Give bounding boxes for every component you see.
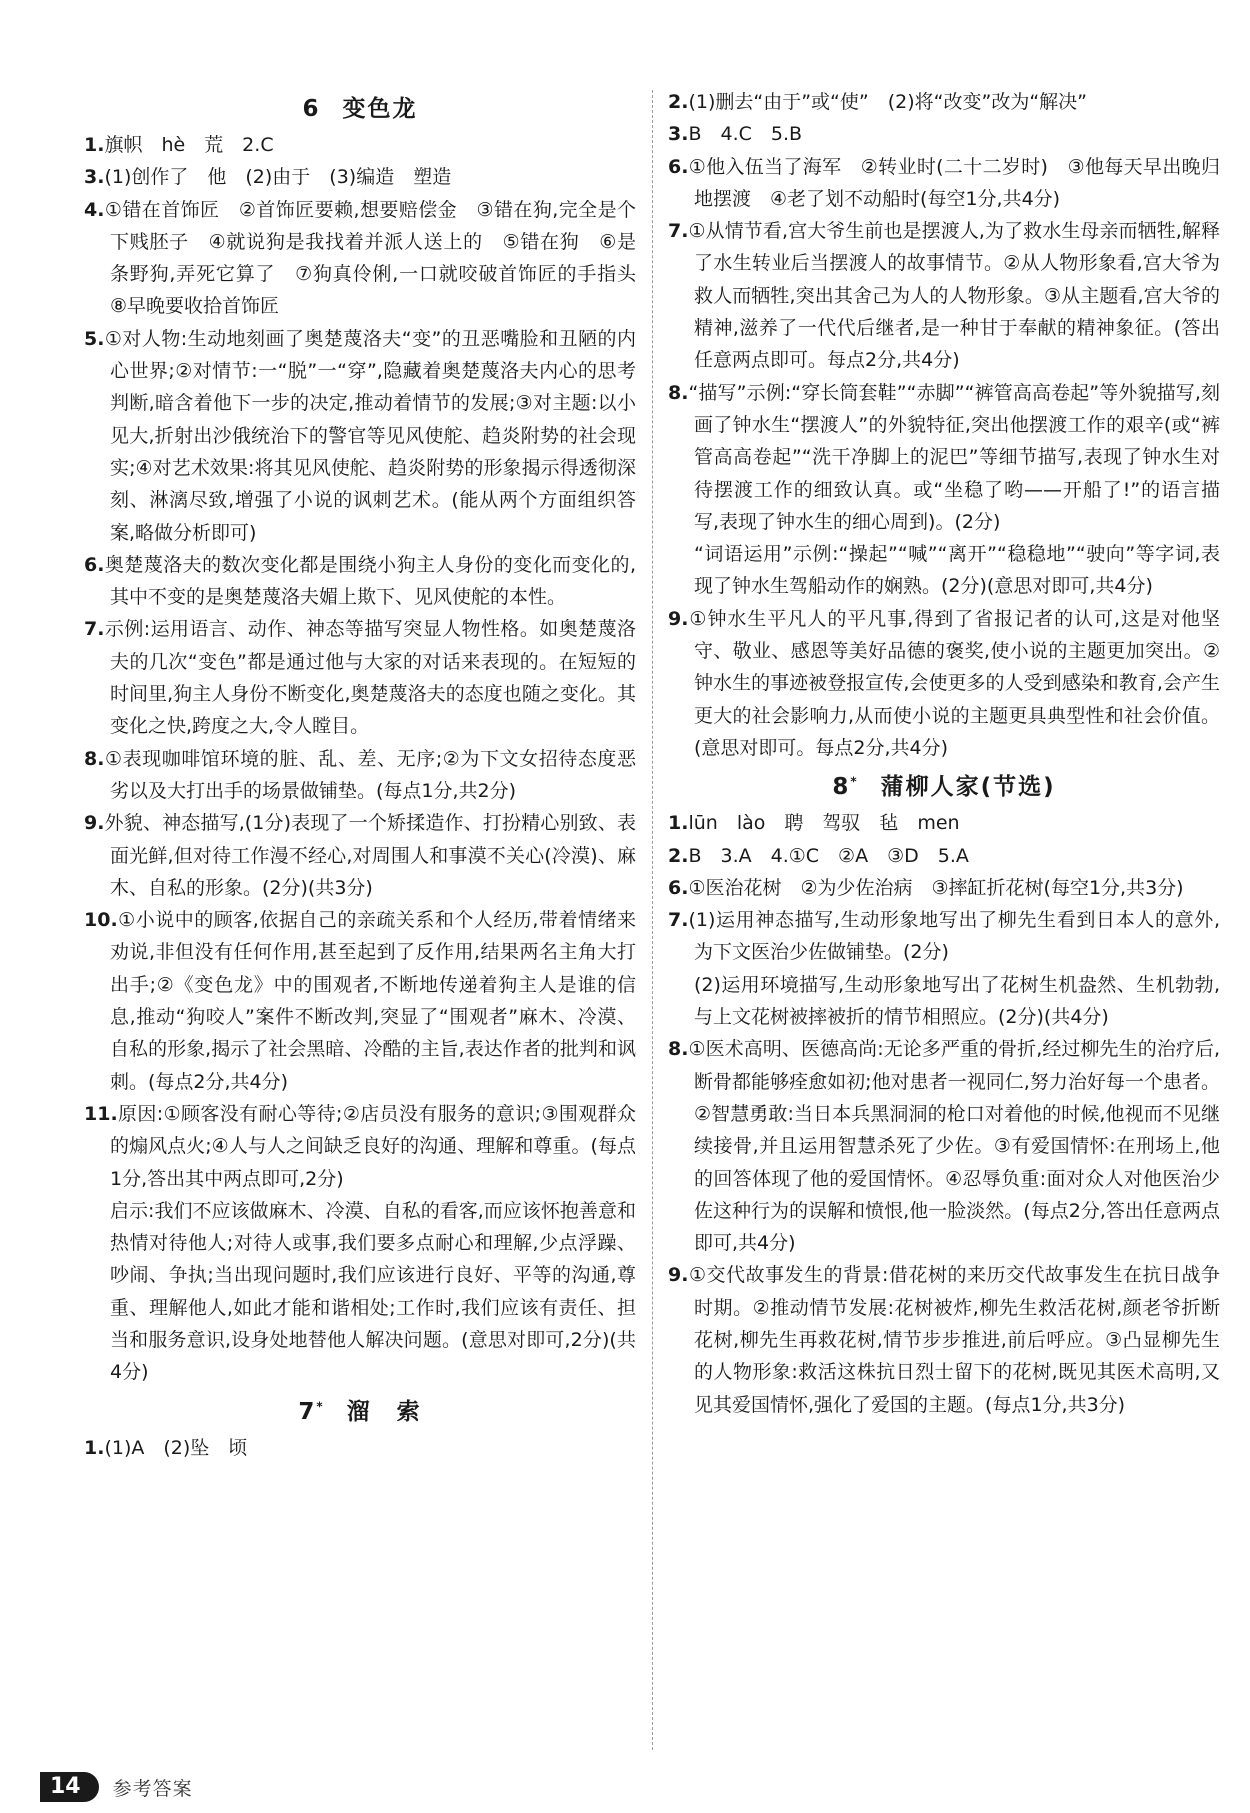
answer-item: 7.示例:运用语言、动作、神态等描写突显人物性格。如奥楚蔑洛夫的几次“变色”都是通过他与大家的对话来表现的。在短短的时间里,狗主人身份不断变化,奥楚蔑洛夫的态度也随之变化。其变化之快,跨度之大,令人瞠目。 (84, 618, 636, 738)
column-divider (652, 90, 653, 1750)
section-name: 变色龙 (342, 96, 418, 122)
section-name: 蒲柳人家(节选) (880, 774, 1056, 801)
right-column (668, 86, 1220, 1421)
answer-item: 1.旗帜 hè 荒 2.C (84, 134, 274, 156)
answer-continuation: 启示:我们不应该做麻木、冷漠、自私的看客,而应该怀抱善意和热情对待他人;对待人或事,我们要多点耐心和理解,少点浮躁、吵闹、争执;当出现问题时,我们应该进行良好、平等的沟通,尊重、理解他人,如此才能和谐相处;工作时,我们应该有责任、担当和服务意识,设身处地替他人解决问题。(意思对即可,2分)(共4分) (110, 1199, 636, 1384)
answer-item: 5.①对人物:生动地刻画了奥楚蔑洛夫“变”的丑恶嘴脸和丑陋的内心世界;②对情节:一“脱”一“穿”,隐藏着奥楚蔑洛夫内心的思考判断,暗含着他下一步的决定,推动着情节的发展;③对主题:以小见大,折射出沙俄统治下的警官等见风使舵、趋炎附势的社会现实;④对艺术效果:将其见风使舵、趋炎附势的形象揭示得透彻深刻、淋漓尽致,增强了小说的讽刺艺术。(能从两个方面组织答案,略做分析即可) (84, 327, 636, 544)
answer-item: 2.B 3.A 4.①C ②A ③D 5.A (668, 844, 969, 867)
answer-continuation: (2)运用环境描写,生动形象地写出了花树生机盎然、生机勃勃,与上文花树被摔被折的情节相照应。(2分)(共4分) (694, 973, 1220, 1029)
answer-continuation: “词语运用”示例:“操起”“喊”“离开”“稳稳地”“驶向”等字词,表现了钟水生驾船动作的娴熟。(2分)(意思对即可,共4分) (694, 543, 1220, 598)
answer-item: 3.(1)创作了 他 (2)由于 (3)编造 塑造 (84, 166, 452, 189)
answer-item: 11.原因:①顾客没有耐心等待;②店员没有服务的意识;③围观群众的煽风点火;④人与人之间缺乏良好的沟通、理解和尊重。(每点1分,答出其中两点即可,2分) (84, 1102, 636, 1190)
answer-item: 1.(1)A (2)坠 顷 (84, 1436, 248, 1459)
answer-item: 8.“描写”示例:“穿长筒套鞋”“赤脚”“裤管高高卷起”等外貌描写,刻画了钟水生“摆渡人”的外貌特征,突出他摆渡工作的艰辛(或“裤管高高卷起”“洗干净脚上的泥巴”等细节描写,表现了钟水生对待摆渡工作的细致认真。或“坐稳了哟——开船了!”的语言描写,表现了钟水生的细心周到)。(2分) (668, 381, 1220, 533)
answer-item: 6.①他入伍当了海军 ②转业时(二十二岁时) ③他每天早出晚归地摆渡 ④老了划不动船时(每空1分,共4分) (668, 155, 1220, 210)
answer-item: 3.B 4.C 5.B (668, 123, 803, 146)
left-column (84, 86, 656, 1464)
section-number: 8* (832, 774, 859, 801)
answer-item: 1.lūn lào 聘 驾驭 毡 men (668, 812, 960, 835)
answer-item: 8.①医术高明、医德高尚:无论多严重的骨折,经过柳先生的治疗后,断骨都能够痊愈如初;他对患者一视同仁,努力治好每一个患者。②智慧勇敢:当日本兵黑洞洞的枪口对着他的时候,他视而不见继续接骨,并且运用智慧杀死了少佐。③有爱国情怀:在刑场上,他的回答体现了他的爱国情怀。④忍辱负重:面对众人对他医治少佐这种行为的误解和愤恨,他一脸淡然。(每点2分,答出任意两点即可,共4分) (668, 1038, 1220, 1255)
section-number: 7* (298, 1398, 325, 1425)
page-footer (40, 1767, 193, 1807)
page-number-badge: 14 (40, 1772, 99, 1802)
answer-item: 9.①交代故事发生的背景:借花树的来历交代故事发生在抗日战争时期。②推动情节发展:花树被炸,柳先生救活花树,颜老爷折断花树,柳先生再救花树,情节步步推进,前后呼应。③凸显柳先生的人物形象:救活这株抗日烈士留下的花树,既见其医术高明,又见其爱国情怀,强化了爱国的主题。(每点1分,共3分) (668, 1264, 1220, 1416)
answer-item: 7.①从情节看,宫大爷生前也是摆渡人,为了救水生母亲而牺牲,解释了水生转业后当摆渡人的故事情节。②从人物形象看,宫大爷为救人而牺牲,突出其舍己为人的人物形象。③从主题看,宫大爷的精神,滋养了一代代后继者,是一种甘于奉献的精神象征。(答出任意两点即可。每点2分,共4分) (668, 220, 1220, 372)
answer-item: 10.①小说中的顾客,依据自己的亲疏关系和个人经历,带着情绪来劝说,非但没有任何作用,甚至起到了反作用,结果两名主角大打出手;②《变色龙》中的围观者,不断地传递着狗主人是谁的信息,推动“狗咬人”案件不断改判,突显了“围观者”麻木、冷漠、自私的形象,揭示了社会黑暗、冷酷的主旨,表达作者的批判和讽刺。(每点2分,共4分) (84, 909, 636, 1093)
answer-item: 8.①表现咖啡馆环境的脏、乱、差、无序;②为下文女招待态度恶劣以及大打出手的场景做铺垫。(每点1分,共2分) (84, 747, 636, 802)
answer-item: 9.①钟水生平凡人的平凡事,得到了省报记者的认可,这是对他坚守、敬业、感恩等美好品德的褒奖,使小说的主题更加突出。②钟水生的事迹被登报宣传,会使更多的人受到感染和教育,会产生更大的社会影响力,从而使小说的主题更具典型性和社会价值。(意思对即可。每点2分,共4分) (668, 607, 1220, 759)
answer-item: 9.外貌、神态描写,(1分)表现了一个矫揉造作、打扮精心别致、表面光鲜,但对待工作漫不经心,对周围人和事漠不关心(冷漠)、麻木、自私的形象。(2分)(共3分) (84, 812, 636, 899)
section-title (84, 1393, 636, 1426)
answer-item: 4.①错在首饰匠 ②首饰匠要赖,想要赔偿金 ③错在狗,完全是个下贱胚子 ④就说狗是我找着并派人送上的 ⑤错在狗 ⑥是条野狗,弄死它算了 ⑦狗真伶俐,一口就咬破首饰匠的手指头 ⑧早晚要收拾首饰匠 (84, 198, 656, 318)
section-title (668, 768, 1220, 801)
section-number: 6 (302, 96, 321, 122)
section-name: 溜 索 (346, 1398, 422, 1425)
footer-label: 参考答案 (112, 1777, 193, 1800)
answer-item: 6.①医治花树 ②为少佐治病 ③摔缸折花树(每空1分,共3分) (668, 876, 1184, 899)
answer-item: 7.(1)运用神态描写,生动形象地写出了柳先生看到日本人的意外,为下文医治少佐做铺垫。(2分) (668, 909, 1220, 964)
answer-item: 2.(1)删去“由于”或“使” (2)将“改变”改为“解决” (668, 91, 1088, 113)
section-title (84, 90, 636, 123)
answer-item: 6.奥楚蔑洛夫的数次变化都是围绕小狗主人身份的变化而变化的,其中不变的是奥楚蔑洛夫媚上欺下、见风使舵的本性。 (84, 553, 636, 609)
